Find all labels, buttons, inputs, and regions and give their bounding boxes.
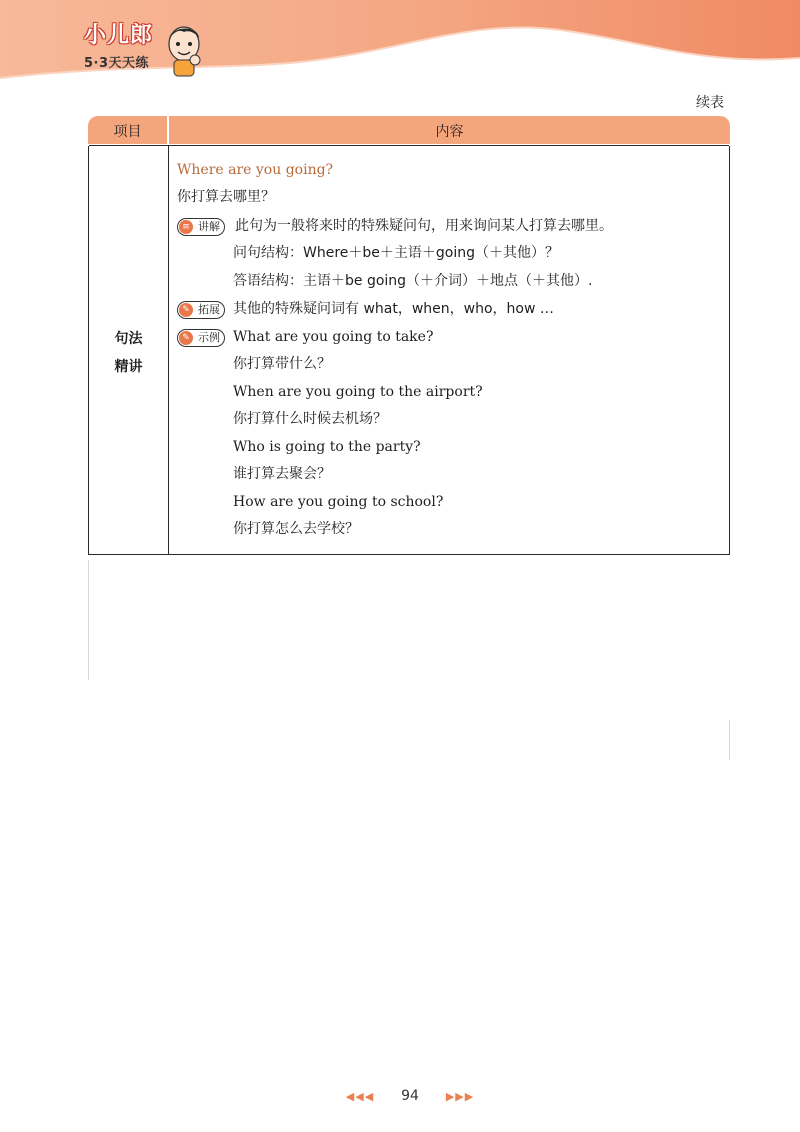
right-arrows-icon: ▶▶▶ <box>445 1090 475 1103</box>
book-icon: ≡ <box>179 220 193 234</box>
page-footer <box>330 1088 490 1104</box>
example-cn: 你打算带什么？ <box>233 356 331 372</box>
sentence-english: Where are you going? <box>177 162 334 178</box>
page-number: 94 <box>401 1088 419 1104</box>
column-divider <box>168 146 169 554</box>
left-arrows-icon: ◀◀◀ <box>345 1090 375 1103</box>
row-label-line1: 句法 <box>114 331 143 347</box>
example-cn: 谁打算去聚会？ <box>233 466 331 482</box>
continued-label: 续表 <box>696 95 724 111</box>
explain-tag <box>177 218 225 236</box>
extend-text: 其他的特殊疑问词有 what，when，who，how … <box>233 301 554 317</box>
header-label-item: 项目 <box>113 124 142 140</box>
question-structure: 问句结构：Where＋be＋主语＋going（＋其他）？ <box>233 245 559 261</box>
example-cn: 你打算什么时候去机场？ <box>233 411 387 427</box>
table-body <box>88 146 730 555</box>
answer-structure: 答语结构：主语＋be going（＋介词）＋地点（＋其他）. <box>233 273 593 289</box>
example-cn: 你打算怎么去学校？ <box>233 521 359 537</box>
example-en: Who is going to the party? <box>233 439 421 455</box>
extend-tag-label: 拓展 <box>198 303 220 316</box>
mascot-icon <box>162 20 206 78</box>
header-label-content: 内容 <box>435 124 464 140</box>
scan-mark <box>729 720 730 760</box>
header-cell-item <box>88 116 167 144</box>
sentence-chinese: 你打算去哪里？ <box>177 189 275 205</box>
grammar-table <box>88 116 730 556</box>
brand-logo <box>84 18 244 78</box>
example-en: What are you going to take? <box>233 329 434 345</box>
extend-tag <box>177 301 225 319</box>
example-en: When are you going to the airport? <box>233 384 483 400</box>
logo-subtitle: 5·3天天练 <box>84 56 150 71</box>
divider <box>89 145 729 146</box>
pencil-icon: ✎ <box>179 303 193 317</box>
logo-title: 小儿郎 <box>84 23 154 48</box>
explain-tag-label: 讲解 <box>198 220 220 233</box>
example-tag-label: 示例 <box>198 331 220 344</box>
explain-text: 此句为一般将来时的特殊疑问句，用来询问某人打算去哪里。 <box>235 218 613 234</box>
row-label-line2: 精讲 <box>114 359 143 375</box>
pencil-icon: ✎ <box>179 331 193 345</box>
header-cell-content <box>169 116 730 144</box>
example-tag <box>177 329 225 347</box>
example-en: How are you going to school? <box>233 494 444 510</box>
scan-mark <box>88 560 89 680</box>
